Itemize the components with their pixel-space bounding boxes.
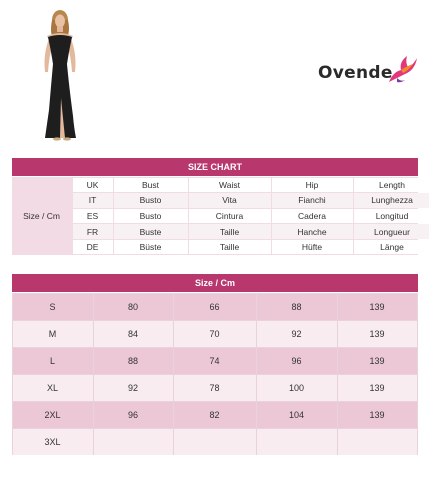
length-cell: Länge (354, 240, 429, 255)
waist-cell: Cintura (189, 209, 271, 224)
waist-value-cell: 74 (174, 348, 256, 374)
size-chart-row (72, 239, 429, 255)
table-row (12, 401, 418, 428)
length-value-cell: 139 (338, 402, 417, 428)
hip-cell: Fianchi (272, 193, 353, 208)
hip-cell: Hanche (272, 224, 353, 239)
size-chart-title: SIZE CHART (12, 158, 418, 176)
size-table (12, 293, 418, 455)
size-chart-grid (12, 177, 418, 255)
table-row (12, 320, 418, 347)
hip-value-cell: 92 (257, 321, 337, 347)
waist-value-cell (174, 429, 256, 455)
brand-name: Ovende (318, 63, 393, 83)
region-cell: DE (73, 240, 113, 255)
table-row (12, 428, 418, 455)
region-cell: UK (73, 178, 113, 193)
length-value-cell: 139 (338, 321, 417, 347)
bust-cell: Buste (114, 224, 188, 239)
bust-cell: Büste (114, 240, 188, 255)
hip-value-cell: 100 (257, 375, 337, 401)
length-value-cell: 139 (338, 375, 417, 401)
length-value-cell (338, 429, 417, 455)
waist-cell: Taille (189, 240, 271, 255)
hip-value-cell: 96 (257, 348, 337, 374)
waist-value-cell: 82 (174, 402, 256, 428)
length-cell: Length (354, 178, 429, 193)
size-cell: 3XL (13, 429, 93, 455)
table-row (12, 347, 418, 374)
hip-cell: Hüfte (272, 240, 353, 255)
length-value-cell: 139 (338, 348, 417, 374)
size-chart-label: Size / Cm (12, 177, 71, 255)
size-cell: XL (13, 375, 93, 401)
bust-cell: Bust (114, 178, 188, 193)
size-cell: S (13, 294, 93, 320)
bust-value-cell: 88 (94, 348, 173, 374)
table-row (12, 293, 418, 320)
size-chart-row (72, 208, 429, 224)
size-cell: 2XL (13, 402, 93, 428)
hip-cell: Hip (272, 178, 353, 193)
waist-value-cell: 70 (174, 321, 256, 347)
bust-value-cell: 96 (94, 402, 173, 428)
bird-logo-icon (383, 52, 419, 88)
bust-value-cell: 92 (94, 375, 173, 401)
product-photo (27, 6, 97, 142)
hip-value-cell: 88 (257, 294, 337, 320)
table-row (12, 374, 418, 401)
size-chart-row (72, 193, 429, 209)
size-cell: L (13, 348, 93, 374)
waist-cell: Taille (189, 224, 271, 239)
bust-cell: Busto (114, 193, 188, 208)
bust-value-cell: 84 (94, 321, 173, 347)
size-cell: M (13, 321, 93, 347)
length-cell: Lunghezza (354, 193, 429, 208)
hip-value-cell: 104 (257, 402, 337, 428)
size-chart-row (72, 177, 429, 193)
bust-value-cell (94, 429, 173, 455)
length-cell: Longueur (354, 224, 429, 239)
bust-cell: Busto (114, 209, 188, 224)
size-table-title: Size / Cm (12, 274, 418, 292)
waist-value-cell: 66 (174, 294, 256, 320)
region-cell: FR (73, 224, 113, 239)
region-cell: IT (73, 193, 113, 208)
length-value-cell: 139 (338, 294, 417, 320)
hip-value-cell (257, 429, 337, 455)
size-chart-row (72, 224, 429, 240)
bust-value-cell: 80 (94, 294, 173, 320)
waist-value-cell: 78 (174, 375, 256, 401)
region-cell: ES (73, 209, 113, 224)
hip-cell: Cadera (272, 209, 353, 224)
waist-cell: Vita (189, 193, 271, 208)
length-cell: Longitud (354, 209, 429, 224)
brand-logo (318, 52, 418, 92)
waist-cell: Waist (189, 178, 271, 193)
